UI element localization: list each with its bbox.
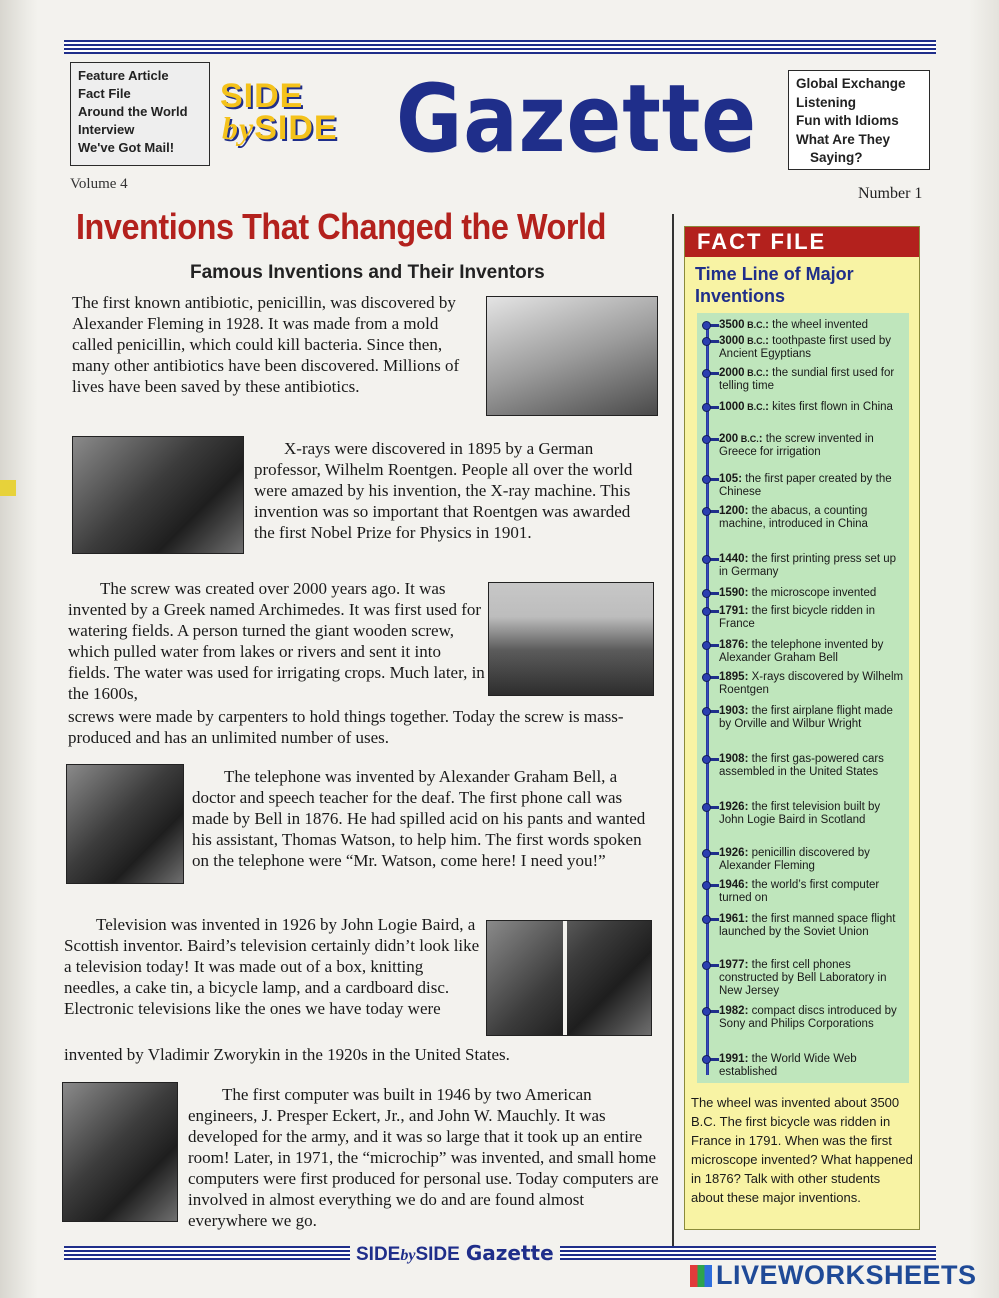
photo-computer xyxy=(62,1082,178,1222)
timeline-text xyxy=(719,1005,907,1031)
timeline-colon: : xyxy=(744,671,752,683)
timeline-dot xyxy=(702,961,711,970)
timeline-dot xyxy=(702,369,711,378)
timeline-text xyxy=(719,401,907,414)
timeline-text xyxy=(719,505,907,531)
timeline-colon: : xyxy=(744,913,752,925)
timeline-dot xyxy=(702,881,711,890)
timeline-description: the wheel invented xyxy=(772,319,869,331)
timeline-date: 1946 xyxy=(719,879,745,891)
timeline-colon: : xyxy=(765,335,773,347)
timeline-description: the first cell phones constructed by Bell Laboratory in New Jersey xyxy=(719,959,887,997)
timeline-text xyxy=(719,705,907,731)
timeline-date: 1876 xyxy=(719,639,745,651)
paragraph-telephone: The telephone was invented by Alexander Graham Bell, a doctor and speech teacher for the deaf. The first phone call was made by Bell in 1876. He had spilled acid on his pants and wanted his assistant, Thomas Watson, to help him. The first words spoken on the telephone were “Mr. Watson, come here! I need you!” xyxy=(192,767,646,870)
timeline-date: 2000 B.C. xyxy=(719,367,766,379)
timeline-dot xyxy=(702,1055,711,1064)
timeline-date: 1791 xyxy=(719,605,745,617)
timeline-dot xyxy=(702,403,711,412)
column-divider xyxy=(672,214,674,1246)
timeline-date: 1000 B.C. xyxy=(719,401,766,413)
timeline-description: the first manned space flight launched by the Soviet Union xyxy=(719,913,896,938)
timeline-dot xyxy=(702,915,711,924)
timeline-text xyxy=(719,1053,907,1079)
timeline-description: the first gas-powered cars assembled in the United States xyxy=(719,753,884,778)
contents-item: Listening xyxy=(796,94,856,110)
timeline-date: 1590 xyxy=(719,587,745,599)
fact-file-header: FACT FILE xyxy=(685,227,919,257)
liveworksheets-watermark xyxy=(690,1260,977,1290)
photo-roentgen xyxy=(72,436,244,554)
timeline-era: B.C. xyxy=(744,402,766,412)
timeline-dot xyxy=(702,849,711,858)
timeline-description: toothpaste first used by Ancient Egyptians xyxy=(719,335,892,360)
contents-item: Global Exchange xyxy=(796,76,906,91)
footer-logo xyxy=(350,1240,560,1266)
edge-marker xyxy=(0,480,16,496)
timeline-era: B.C. xyxy=(744,336,766,346)
contents-item: Interview xyxy=(78,122,135,137)
timeline-text xyxy=(719,605,907,631)
timeline-date: 3000 B.C. xyxy=(719,335,766,347)
logo-side-1: SIDE xyxy=(220,77,304,115)
timeline-description: the world’s first computer turned on xyxy=(719,879,880,904)
timeline-description: the sundial first used for telling time xyxy=(719,367,895,392)
fact-file-panel xyxy=(684,226,920,1230)
timeline-colon: : xyxy=(744,959,752,971)
timeline-text xyxy=(719,801,907,827)
timeline-date: 1903 xyxy=(719,705,745,717)
logo-side-2: SIDE xyxy=(254,109,338,147)
liveworksheets-logo-icon xyxy=(690,1265,712,1287)
timeline-dot xyxy=(702,673,711,682)
timeline-text xyxy=(719,847,907,873)
page-edge-right xyxy=(969,0,999,1298)
top-rule xyxy=(64,40,936,54)
timeline-date: 3500 B.C. xyxy=(719,319,766,331)
timeline-text xyxy=(719,913,907,939)
timeline-colon: : xyxy=(738,473,746,485)
logo-by-side xyxy=(220,109,390,147)
contents-box-right xyxy=(788,70,930,170)
timeline-colon: : xyxy=(744,879,752,891)
logo-by: by xyxy=(222,110,255,146)
timeline-dot xyxy=(702,589,711,598)
timeline-description: the screw invented in Greece for irrigation xyxy=(719,433,874,458)
timeline-text xyxy=(719,753,907,779)
timeline-dot xyxy=(702,507,711,516)
fact-file-title: Time Line of Major Inventions xyxy=(695,264,854,306)
timeline-date: 1926 xyxy=(719,801,745,813)
timeline-description: the first bicycle ridden in France xyxy=(719,605,875,630)
paragraph-screw: The screw was created over 2000 years ago. It was invented by a Greek named Archimedes. It was first used for watering fields. A person turned the giant wooden screw, which pulled water from lakes or rivers and sent it into fields. The water was used for irrigating crops. Much later, in the 1600s, xyxy=(68,579,485,703)
timeline-colon: : xyxy=(744,753,752,765)
contents-box-left xyxy=(70,62,210,166)
timeline-text xyxy=(719,335,907,361)
timeline-colon: : xyxy=(744,1053,752,1065)
timeline-era: B.C. xyxy=(744,320,766,330)
volume-label: Volume 4 xyxy=(70,176,128,192)
timeline-description: kites first flown in China xyxy=(772,401,893,413)
contents-item: What Are They xyxy=(796,131,891,147)
timeline-description: the telephone invented by Alexander Graham Bell xyxy=(719,639,884,664)
timeline-dot xyxy=(702,475,711,484)
timeline-description: the abacus, a counting machine, introduced in China xyxy=(719,505,868,530)
page-edge-left xyxy=(0,0,38,1298)
timeline-colon: : xyxy=(758,433,766,445)
timeline-colon: : xyxy=(744,847,752,859)
contents-item: Fact File xyxy=(78,86,131,101)
timeline-colon: : xyxy=(744,505,752,517)
timeline-colon: : xyxy=(765,401,773,413)
contents-item: Feature Article xyxy=(78,68,169,83)
paragraph-computer: The first computer was built in 1946 by two American engineers, J. Presper Eckert, Jr., and John W. Mauchly. It was developed for the army, and it was so large that it took up an entire room! Later, in 1971, the “microchip” was invented, and small home computers were first produced for personal use. Today computers are involved in almost everything we do and are found almost everywhere we go. xyxy=(188,1085,659,1230)
timeline-text xyxy=(719,473,907,499)
timeline-dot xyxy=(702,321,711,330)
timeline-date: 1977 xyxy=(719,959,745,971)
timeline-date: 1991 xyxy=(719,1053,745,1065)
timeline-text xyxy=(719,671,907,697)
timeline-description: the World Wide Web established xyxy=(719,1053,857,1078)
timeline-colon: : xyxy=(744,1005,752,1017)
timeline xyxy=(697,313,909,1083)
timeline-description: the first printing press set up in Germany xyxy=(719,553,897,578)
timeline-colon: : xyxy=(765,319,773,331)
timeline-date: 1895 xyxy=(719,671,745,683)
footer-logo-by: by xyxy=(400,1247,416,1264)
issue-number: Number 1 xyxy=(858,185,923,202)
side-by-side-logo xyxy=(220,77,390,160)
timeline-date: 200 B.C. xyxy=(719,433,759,445)
timeline-dot xyxy=(702,1007,711,1016)
timeline-colon: : xyxy=(744,705,752,717)
contents-item: Fun with Idioms xyxy=(796,113,899,128)
contents-item: Saying? xyxy=(810,150,863,165)
footer-logo-gazette: Gazette xyxy=(465,1241,554,1265)
timeline-description: the first airplane flight made by Orville and Wilbur Wright xyxy=(719,705,893,730)
timeline-text xyxy=(719,367,907,393)
photo-fleming xyxy=(486,296,658,416)
timeline-text xyxy=(719,319,907,332)
photo-screw xyxy=(488,582,654,696)
timeline-date: 1926 xyxy=(719,847,745,859)
timeline-dot xyxy=(702,607,711,616)
photo-baird xyxy=(486,920,652,1036)
timeline-description: X-rays discovered by Wilhelm Roentgen xyxy=(719,671,904,696)
timeline-text xyxy=(719,879,907,905)
timeline-text xyxy=(719,553,907,579)
timeline-dot xyxy=(702,641,711,650)
fact-file-note: The wheel was invented about 3500 B.C. The first bicycle was ridden in France in 1791. When was the first microscope invented? What happened in 1876? Talk with other students about these major inventions. xyxy=(691,1095,913,1205)
timeline-dot xyxy=(702,555,711,564)
photo-bell xyxy=(66,764,184,884)
timeline-text xyxy=(719,587,907,600)
timeline-colon: : xyxy=(744,639,752,651)
paragraph-screw-continued: screws were made by carpenters to hold things together. Today the screw is mass-produced and has an unlimited number of uses. xyxy=(68,707,624,747)
timeline-description: the first paper created by the Chinese xyxy=(719,473,892,498)
timeline-dot xyxy=(702,435,711,444)
watermark-text: LIVEWORKSHEETS xyxy=(716,1260,977,1290)
logo-gazette: Gazette xyxy=(396,65,757,174)
timeline-dot xyxy=(702,755,711,764)
timeline-description: penicillin discovered by Alexander Fleming xyxy=(719,847,870,872)
timeline-date: 105 xyxy=(719,473,739,485)
photo-split xyxy=(563,921,567,1035)
timeline-colon: : xyxy=(765,367,773,379)
footer-logo-side-2: SIDE xyxy=(415,1244,460,1265)
timeline-date: 1982 xyxy=(719,1005,745,1017)
contents-item: Around the World xyxy=(78,104,188,119)
timeline-description: the first television built by John Logie Baird in Scotland xyxy=(719,801,881,826)
timeline-description: the microscope invented xyxy=(751,587,877,599)
timeline-text xyxy=(719,959,907,998)
timeline-colon: : xyxy=(744,587,752,599)
article-headline: Inventions That Changed the World xyxy=(76,206,606,247)
timeline-description: compact discs introduced by Sony and Philips Corporations xyxy=(719,1005,897,1030)
contents-item: We've Got Mail! xyxy=(78,140,175,155)
timeline-dot xyxy=(702,707,711,716)
timeline-text xyxy=(719,433,907,459)
timeline-colon: : xyxy=(744,553,752,565)
paragraph-penicillin: The first known antibiotic, penicillin, was discovered by Alexander Fleming in 1928. It was made from a mold called penicillin, which could kill bacteria. Since then, many other antibiotics have been discovered. Millions of lives have been saved by these antibiotics. xyxy=(72,293,460,396)
timeline-date: 1440 xyxy=(719,553,745,565)
timeline-text xyxy=(719,639,907,665)
timeline-colon: : xyxy=(744,605,752,617)
paragraph-xrays: X-rays were discovered in 1895 by a German professor, Wilhelm Roentgen. People all over the world were amazed by his invention, the X-ray machine. This invention was so important that Roentgen was awarded the first Nobel Prize for Physics in 1901. xyxy=(254,439,633,542)
timeline-era: B.C. xyxy=(738,434,759,444)
paragraph-television: Television was invented in 1926 by John Logie Baird, a Scottish inventor. Baird’s television certainly didn’t look like a television today! It was made out of a box, knitting needles, a cake tin, a bicycle lamp, and a cardboard disc. Electronic televisions like the ones we have today were xyxy=(64,915,480,1018)
timeline-date: 1961 xyxy=(719,913,745,925)
footer-logo-side-1: SIDE xyxy=(356,1244,401,1265)
timeline-dot xyxy=(702,337,711,346)
timeline-era: B.C. xyxy=(744,368,766,378)
paragraph-television-continued: invented by Vladimir Zworykin in the 1920s in the United States. xyxy=(64,1045,510,1064)
timeline-colon: : xyxy=(744,801,752,813)
timeline-date: 1200 xyxy=(719,505,745,517)
timeline-dot xyxy=(702,803,711,812)
timeline-date: 1908 xyxy=(719,753,745,765)
article-subheadline: Famous Inventions and Their Inventors xyxy=(190,262,545,283)
